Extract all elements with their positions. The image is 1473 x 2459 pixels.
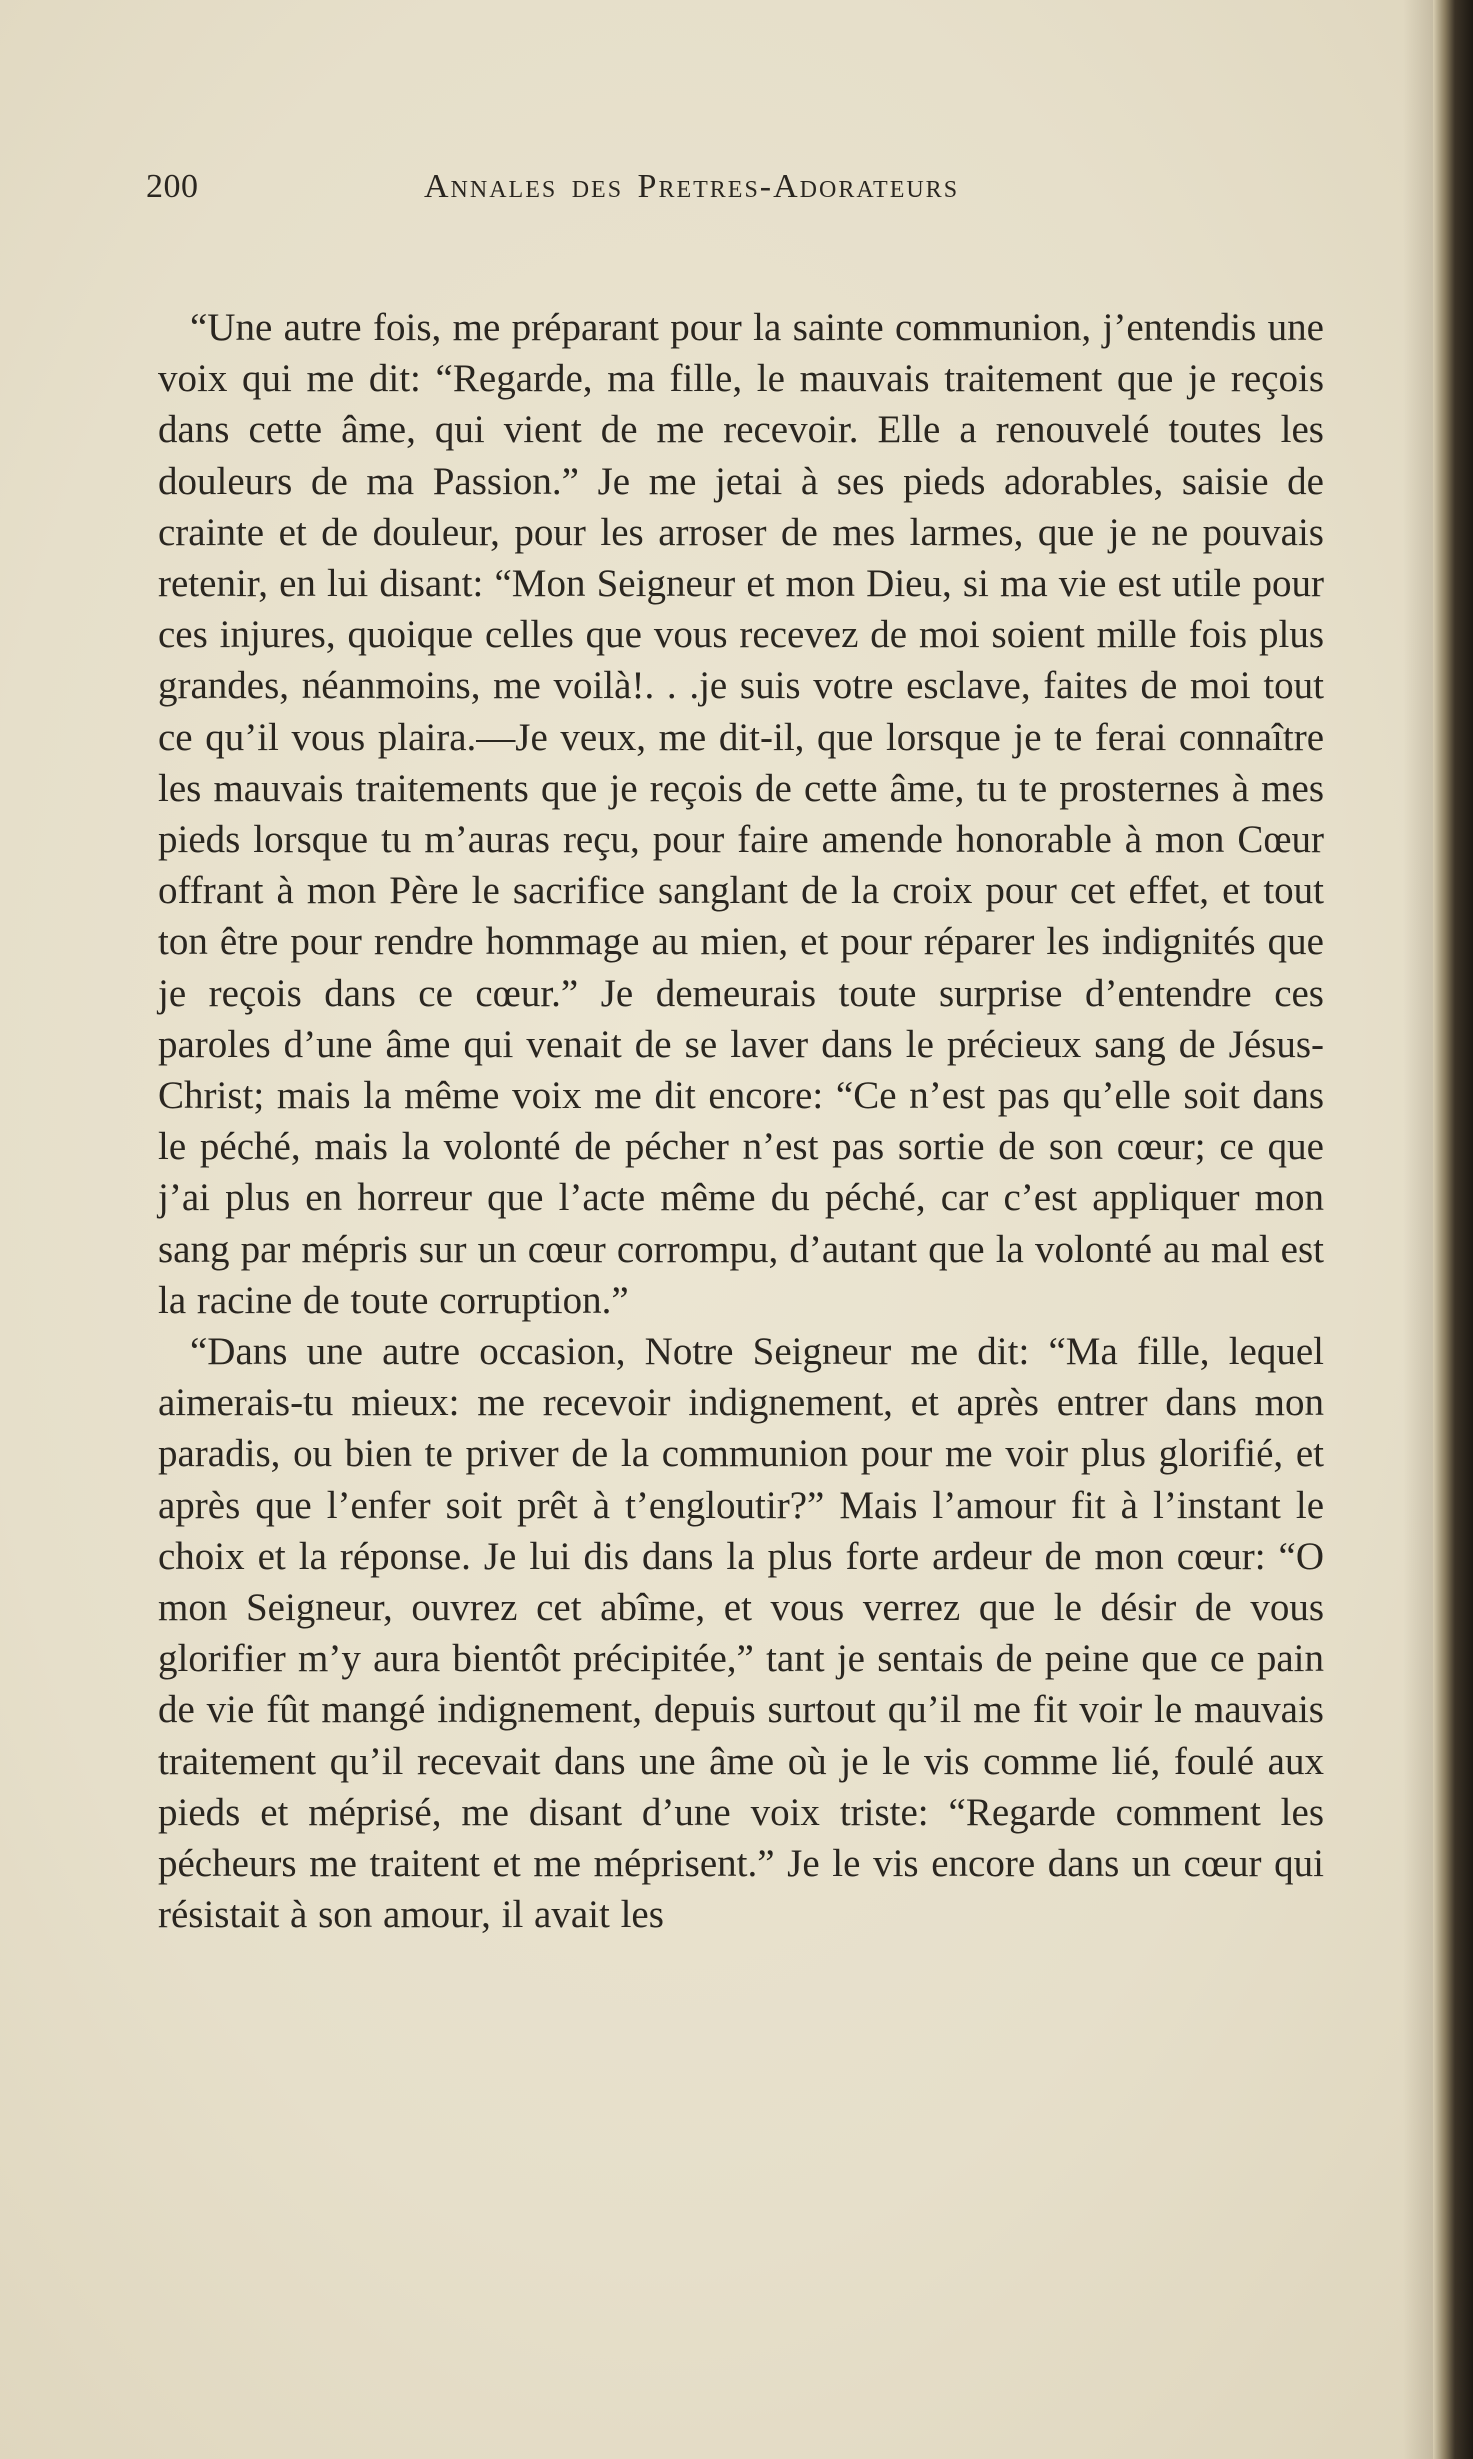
page-header — [146, 168, 1326, 212]
body-text — [158, 302, 1324, 1941]
paragraph: “Dans une autre occasion, Notre Seigneur me dit: “Ma fille, lequel aimerais-tu mieux: me recevoir indignement, et après entrer dans mon paradis, ou bien te priver de la communion pour me voir plus glorifié, et après que l’enfer soit prêt à t’engloutir?” Mais l’amour fit à l’instant le choix et la réponse. Je lui dis dans la plus forte ardeur de mon cœur: “O mon Seigneur, ouvrez cet abîme, et vous verrez que le désir de vous glorifier m’y aura bientôt précipitée,” tant je sentais de peine que ce pain de vie fût mangé indignement, depuis surtout qu’il me fit voir le mauvais traitement qu’il recevait dans une âme où je le vis comme lié, foulé aux pieds et méprisé, me disant d’une voix triste: “Regarde comment les pécheurs me traitent et me méprisent.” Je le vis encore dans un cœur qui résistait à son amour, il avait les — [158, 1330, 1324, 1937]
page-number: 200 — [146, 168, 199, 205]
book-binding-edge — [1433, 0, 1473, 2459]
paragraph: “Une autre fois, me préparant pour la sainte communion, j’entendis une voix qui me dit: “Regarde, ma fille, le mauvais traitement que je reçois dans cette âme, qui vient de me recevoir. Elle a renouvelé toutes les douleurs de ma Passion.” Je me jetai à ses pieds adorables, saisie de crainte et de douleur, pour les arroser de mes larmes, que je ne pouvais retenir, en lui disant: “Mon Seigneur et mon Dieu, si ma vie est utile pour ces injures, quoique celles que vous recevez de moi soient mille fois plus grandes, néanmoins, me voilà!. . .je suis votre esclave, faites de moi tout ce qu’il vous plaira.—Je veux, me dit-il, que lorsque je te ferai connaître les mauvais traitements que je reçois de cette âme, tu te prosternes à mes pieds lorsque tu m’auras reçu, pour faire amende honorable à mon Cœur offrant à mon Père le sacrifice sanglant de la croix pour cet effet, et tout ton être pour rendre hommage au mien, et pour réparer les indignités que je reçois dans ce cœur.” Je demeurais toute surprise d’entendre ces paroles d’une âme qui venait de se laver dans le précieux sang de Jésus-Christ; mais la même voix me dit encore: “Ce n’est pas qu’elle soit dans le péché, mais la volonté de pécher n’est pas sortie de son cœur; ce que j’ai plus en horreur que l’acte même du péché, car c’est appliquer mon sang par mépris sur un cœur corrompu, d’autant que la volonté au mal est la racine de toute corruption.” — [158, 306, 1324, 1322]
binding-shadow — [1403, 0, 1433, 2459]
running-title: Annales des Pretres-Adorateurs — [424, 168, 960, 205]
